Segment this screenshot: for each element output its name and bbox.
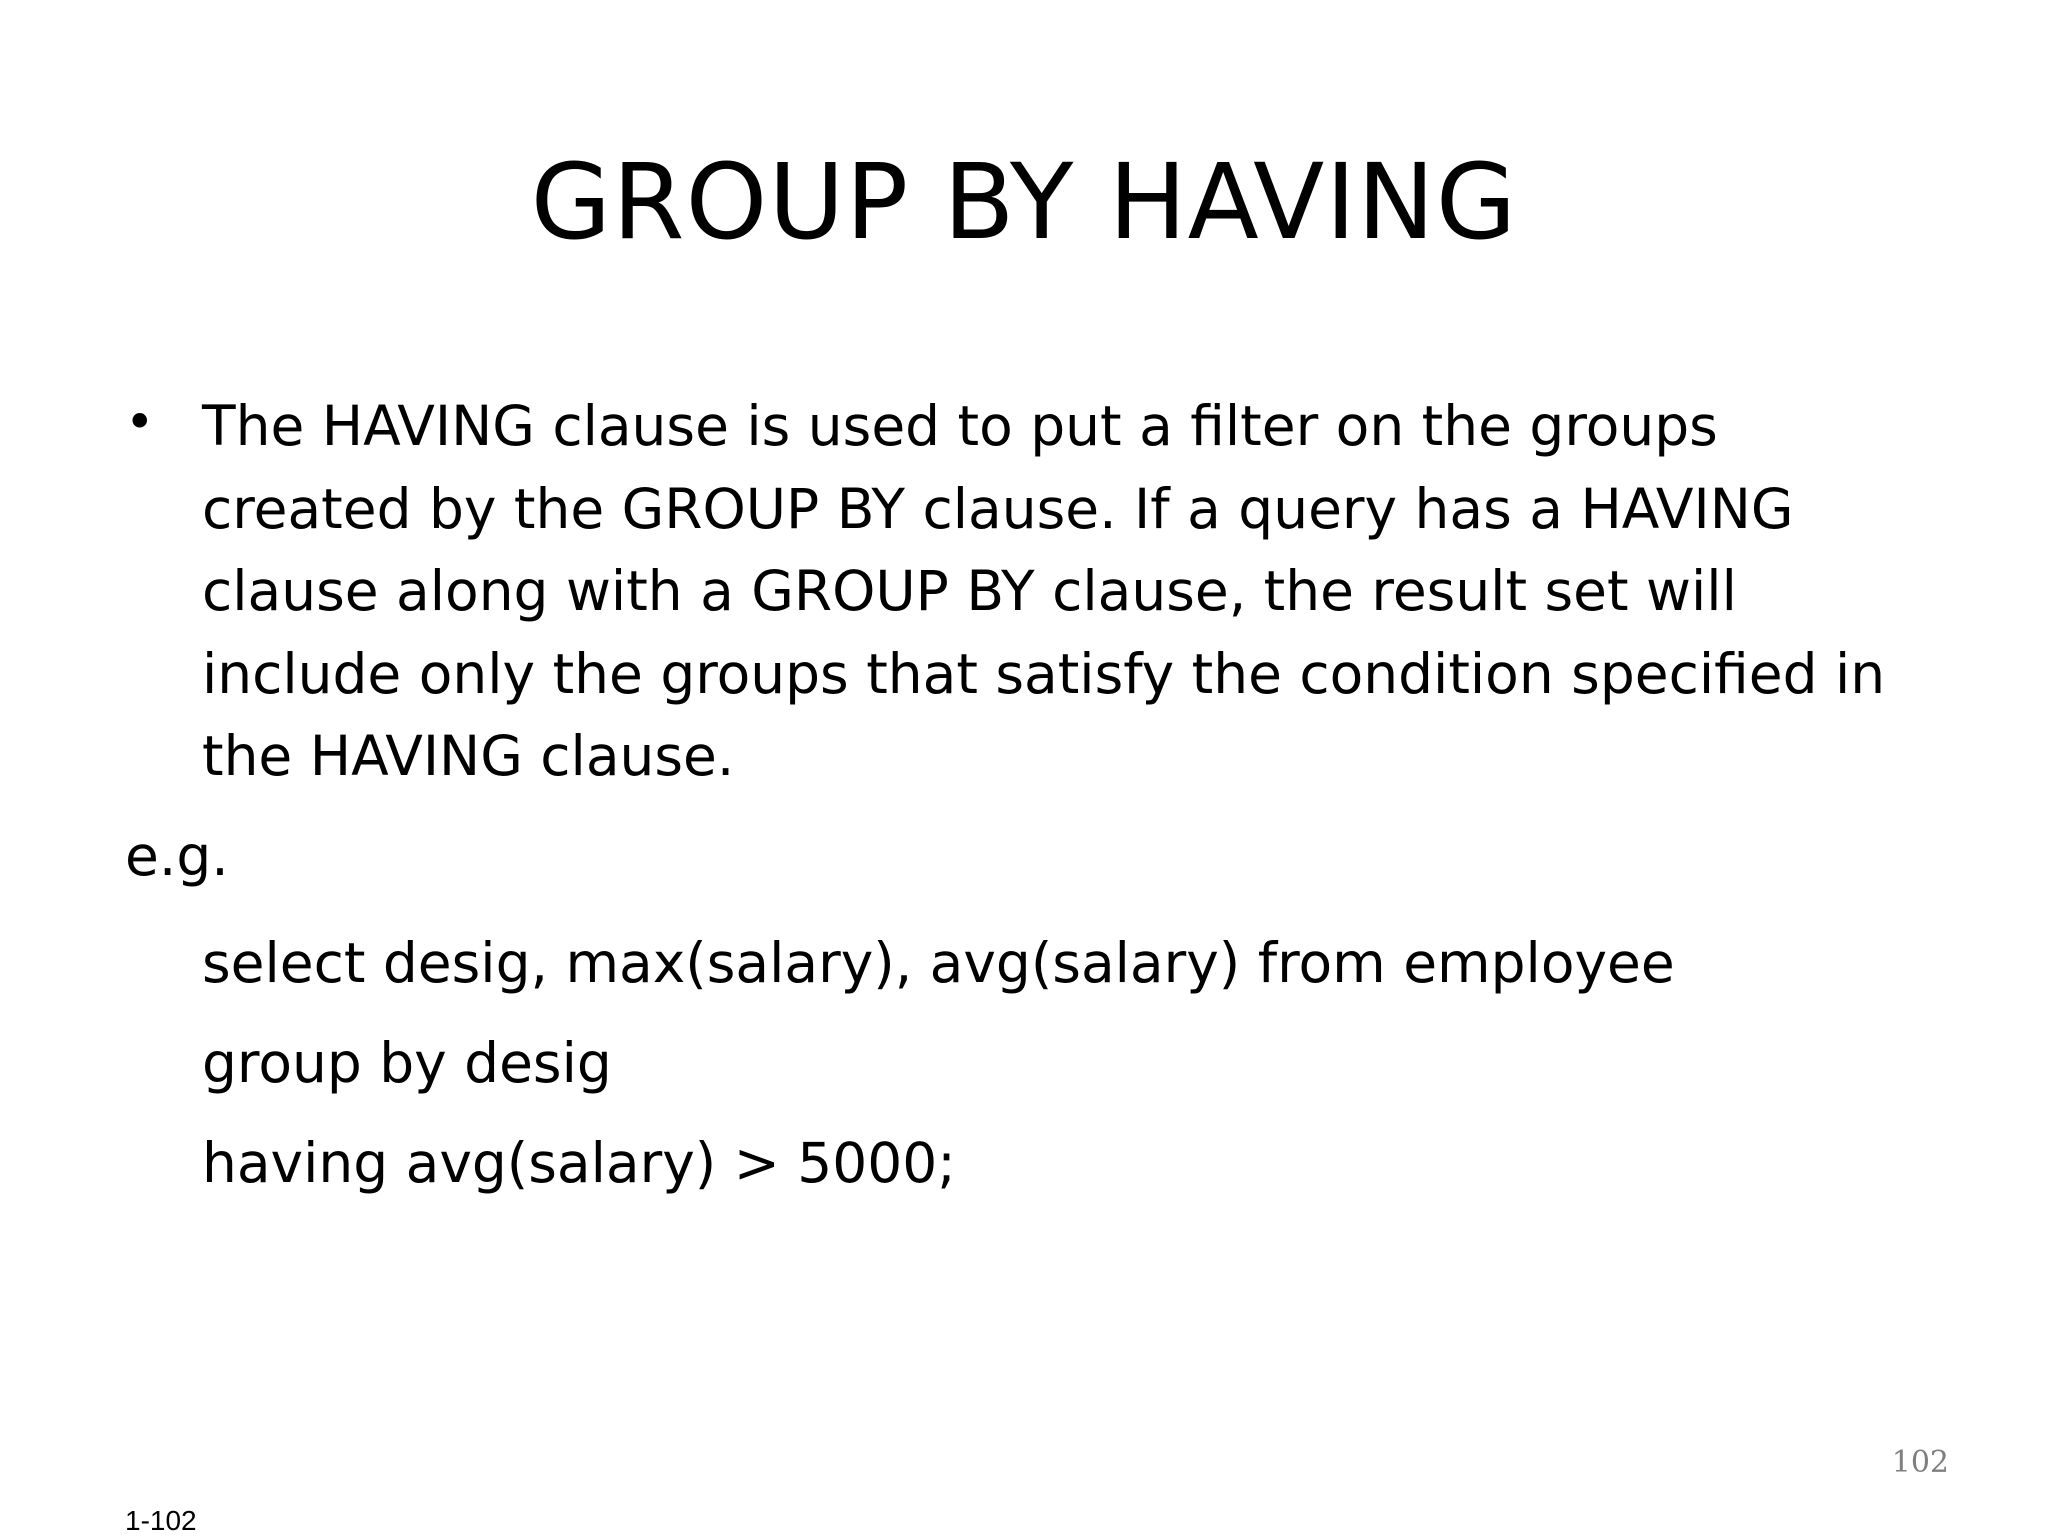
bullet-text: The HAVING clause is used to put a filter on the groups created by the GROUP BY clause. If a query has a HAVING clause along with a GROUP BY clause, the result set will include only the groups that satisfy the condition specified in the HAVING clause.: [202, 394, 1886, 788]
page-number: 102: [1891, 1445, 1949, 1480]
bullet-icon: •: [125, 393, 155, 451]
code-line: select desig, max(salary), avg(salary) from employee: [202, 931, 1675, 995]
slide-title: GROUP BY HAVING: [530, 141, 1518, 263]
code-line: having avg(salary) > 5000;: [202, 1131, 956, 1195]
example-label: e.g.: [125, 824, 229, 888]
footer-slide-id: 1-102: [125, 1505, 197, 1536]
code-line: group by desig: [202, 1031, 612, 1095]
code-example: [202, 913, 1675, 1213]
